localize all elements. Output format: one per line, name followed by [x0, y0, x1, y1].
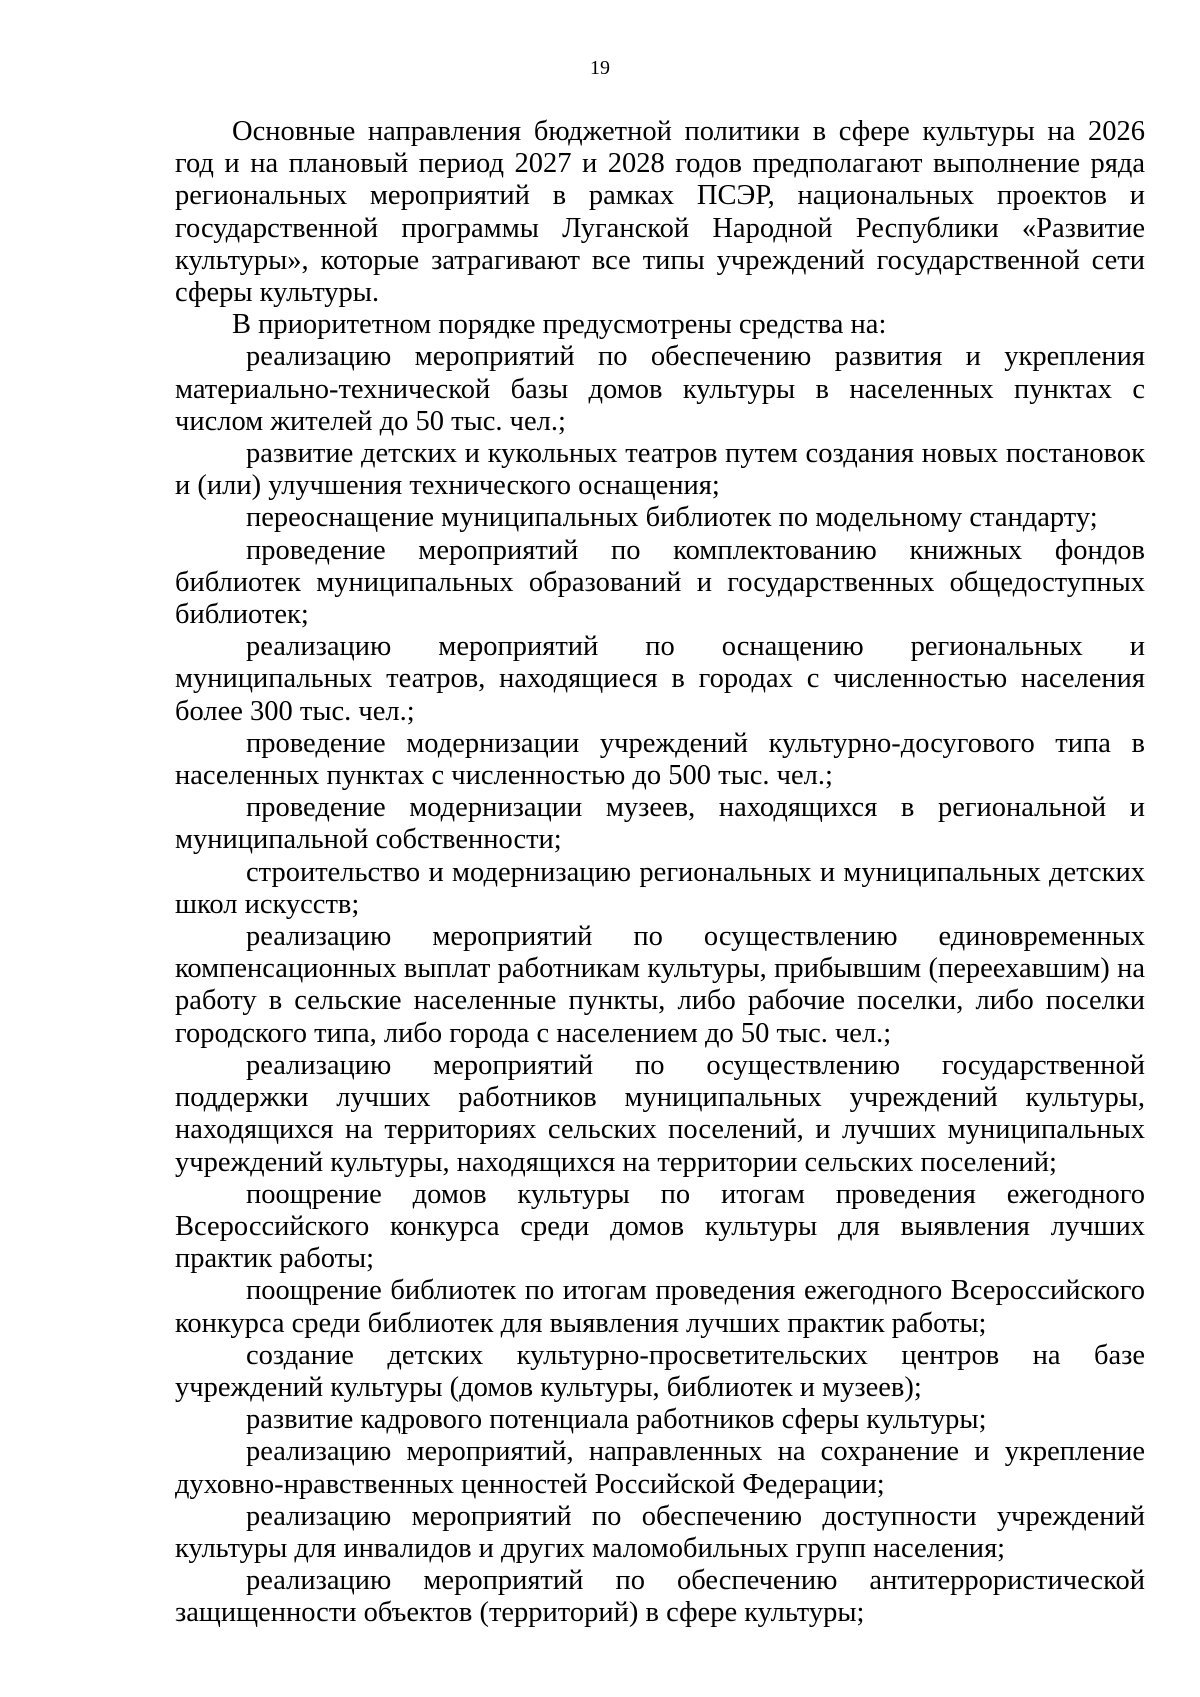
list-item: реализацию мероприятий по осуществлению единовременных компенсационных выплат работникам культуры, прибывшим (переехавшим) на работу в сельские населенные пункты, либо рабочие поселки, либо поселки городского типа, либо города с населением до 50 тыс. чел.; — [175, 921, 1145, 1049]
document-body — [175, 116, 1145, 1630]
list-item: строительство и модернизацию региональных и муниципальных детских школ искусств; — [175, 856, 1145, 920]
list-item: поощрение домов культуры по итогам проведения ежегодного Всероссийского конкурса среди домов культуры для выявления лучших практик работы; — [175, 1178, 1145, 1275]
list-item: реализацию мероприятий по обеспечению доступности учреждений культуры для инвалидов и других маломобильных групп населения; — [175, 1500, 1145, 1564]
list-item: поощрение библиотек по итогам проведения ежегодного Всероссийского конкурса среди библиотек для выявления лучших практик работы; — [175, 1275, 1145, 1339]
list-item: развитие детских и кукольных театров путем создания новых постановок и (или) улучшения технического оснащения; — [175, 438, 1145, 502]
page-number: 19 — [590, 57, 610, 79]
priority-heading-paragraph: В приоритетном порядке предусмотрены средства на: — [232, 309, 887, 341]
list-item: переоснащение муниципальных библиотек по модельному стандарту; — [246, 502, 1098, 534]
list-item: создание детских культурно-просветительских центров на базе учреждений культуры (домов культуры, библиотек и музеев); — [175, 1339, 1145, 1403]
list-item: реализацию мероприятий по оснащению региональных и муниципальных театров, находящиеся в городах с численностью населения более 300 тыс. чел.; — [175, 631, 1145, 727]
list-item: реализацию мероприятий, направленных на сохранение и укрепление духовно-нравственных ценностей Российской Федерации; — [175, 1436, 1145, 1500]
list-item: проведение модернизации музеев, находящихся в региональной и муниципальной собственности; — [175, 792, 1145, 856]
list-item: развитие кадрового потенциала работников сферы культуры; — [246, 1404, 987, 1436]
list-item: реализацию мероприятий по осуществлению государственной поддержки лучших работников муниципальных учреждений культуры, находящихся на территориях сельских поселений, и лучших муниципальных учреждений культуры, находящихся на территории сельских поселений; — [175, 1049, 1145, 1178]
list-item: проведение мероприятий по комплектованию книжных фондов библиотек муниципальных образований и государственных общедоступных библиотек; — [175, 534, 1145, 631]
list-item: проведение модернизации учреждений культурно-досугового типа в населенных пунктах с численностью до 500 тыс. чел.; — [175, 727, 1145, 792]
list-item: реализацию мероприятий по обеспечению антитеррористической защищенности объектов (территорий) в сфере культуры; — [175, 1565, 1145, 1629]
list-item: реализацию мероприятий по обеспечению развития и укрепления материально-технической базы домов культуры в населенных пунктах с числом жителей до 50 тыс. чел.; — [175, 341, 1145, 437]
intro-paragraph: Основные направления бюджетной политики в сфере культуры на 2026 год и на плановый период 2027 и 2028 годов предполагают выполнение ряда региональных мероприятий в рамках ПСЭР, национальных проектов и государственной программы Луганской Народной Республики «Развитие культуры», которые затрагивают все типы учреждений государственной сети сферы культуры. — [175, 116, 1145, 309]
